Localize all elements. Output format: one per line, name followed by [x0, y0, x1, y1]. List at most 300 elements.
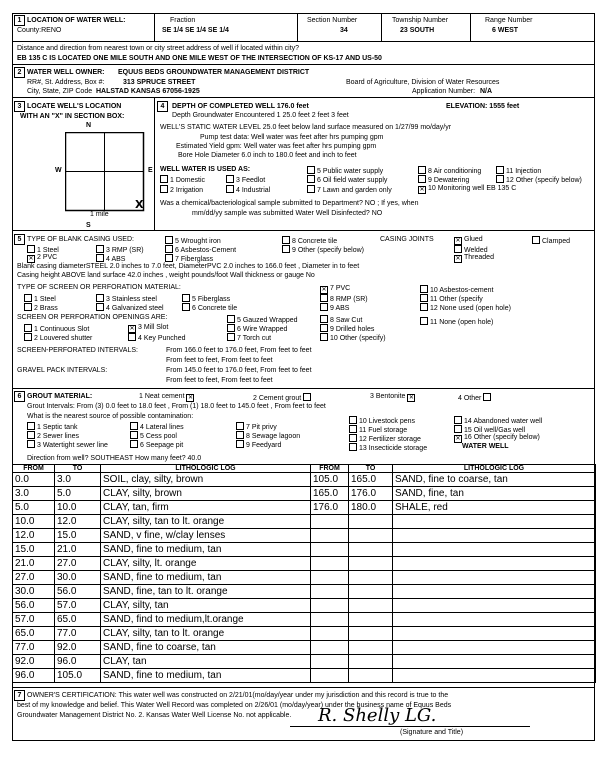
groundwater-encountered: Depth Groundwater Encountered 1 25.0 feet 2 feet 3 feet — [172, 112, 349, 119]
cell-description: SAND, fine to medium, tan — [101, 669, 311, 683]
casing-option: 2 PVC — [37, 254, 58, 261]
opening-option: 10 Other (specify) — [330, 335, 386, 342]
east-label: E — [148, 167, 153, 174]
checkbox[interactable] — [303, 393, 311, 401]
casing-option: 4 ABS — [106, 256, 126, 263]
checkbox[interactable] — [454, 425, 462, 433]
address-label: RR#, St. Address, Box #: — [27, 79, 105, 86]
signature-label: (Signature and Title) — [400, 729, 464, 736]
contamination-option: 5 Cess pool — [140, 433, 177, 440]
cell-from — [311, 641, 349, 655]
opening-option: 6 Wire Wrapped — [237, 326, 288, 333]
checkbox[interactable] — [420, 303, 428, 311]
cell-description — [393, 641, 596, 655]
checkbox[interactable] — [532, 236, 540, 244]
cell-from: 57.0 — [13, 613, 55, 627]
use-option: 2 Irrigation — [170, 187, 204, 194]
pump-test: Pump test data: Well water was feet after hrs pumping gpm — [200, 134, 384, 141]
cell-from — [311, 571, 349, 585]
checkbox[interactable] — [320, 303, 328, 311]
cell-description: SAND, fine, tan to lt. orange — [101, 585, 311, 599]
elevation: ELEVATION: 1555 feet — [446, 103, 520, 110]
cell-description — [393, 627, 596, 641]
joint-option: Threaded — [464, 254, 494, 261]
static-level: WELL'S STATIC WATER LEVEL 25.0 feet below land surface measured on 1/27/99 mo/day/yr — [160, 124, 452, 131]
checkbox[interactable] — [496, 175, 504, 183]
contamination-option: 3 Watertight sewer line — [37, 442, 108, 449]
address-value: 313 SPRUCE STREET — [123, 79, 196, 86]
cell-from: 165.0 — [311, 487, 349, 501]
section-number: 1 — [14, 15, 25, 26]
cell-to: 105.0 — [55, 669, 101, 683]
cell-description: SAND, fine to coarse, tan — [393, 473, 596, 487]
table-row — [13, 487, 596, 501]
checkbox[interactable] — [182, 303, 190, 311]
checkbox[interactable] — [420, 285, 428, 293]
cell-from — [311, 627, 349, 641]
cell-to: 92.0 — [55, 641, 101, 655]
header-to: TO — [349, 465, 393, 473]
cell-to: 165.0 — [349, 473, 393, 487]
cell-to — [349, 669, 393, 683]
owner-name: EQUUS BEDS GROUNDWATER MANAGEMENT DISTRICT — [118, 69, 310, 76]
range-value: 6 WEST — [492, 27, 519, 34]
cell-description — [393, 613, 596, 627]
screen-option: 12 None used (open hole) — [430, 305, 511, 312]
grout-option: 4 Other — [458, 395, 482, 402]
cell-description: SAND, fine, tan — [393, 487, 596, 501]
contamination-option: 15 Oil well/Gas well — [464, 427, 526, 434]
use-option: 4 Industrial — [236, 187, 271, 194]
use-option: 7 Lawn and garden only — [317, 187, 392, 194]
section-grid — [65, 132, 145, 212]
cell-to: 15.0 — [55, 529, 101, 543]
cell-from — [311, 669, 349, 683]
contamination-option: 11 Fuel storage — [359, 427, 408, 434]
contamination-option: 10 Livestock pens — [359, 418, 416, 425]
cell-from: 15.0 — [13, 543, 55, 557]
cell-description: SAND, fine to medium, tan — [101, 543, 311, 557]
checkbox[interactable] — [24, 324, 32, 332]
checkbox[interactable] — [454, 416, 462, 424]
cell-from — [311, 543, 349, 557]
grout-option: 3 Bentonite — [370, 393, 406, 400]
cell-description — [393, 585, 596, 599]
cell-description — [393, 529, 596, 543]
bore-hole: Bore Hole Diameter 6.0 inch to 180.0 feet and inch to feet — [178, 152, 357, 159]
cell-from — [311, 557, 349, 571]
joints-title: CASING JOINTS — [380, 236, 434, 243]
header-lithologic-log: LITHOLOGIC LOG — [101, 465, 311, 473]
range-label: Range Number — [485, 17, 533, 24]
contamination-option: 13 Insecticide storage — [359, 445, 428, 452]
opening-option: 9 Drilled holes — [330, 326, 375, 333]
screen-option: 9 ABS — [330, 305, 350, 312]
contamination-option: 1 Septic tank — [37, 424, 78, 431]
estimated-yield: Estimated Yield gpm: Well water was feet after hrs pumping gpm — [176, 143, 377, 150]
section-number: 5 — [14, 234, 25, 245]
grout-option: 2 Cement grout — [253, 395, 302, 402]
contamination-option: 7 Pit privy — [246, 424, 277, 431]
checkbox[interactable] — [282, 245, 290, 253]
cell-description — [393, 543, 596, 557]
cell-from: 30.0 — [13, 585, 55, 599]
cell-description: SHALE, red — [393, 501, 596, 515]
checkbox[interactable] — [96, 245, 104, 253]
checkbox[interactable] — [128, 333, 136, 341]
checkbox[interactable] — [320, 315, 328, 323]
certification-line-3: Groundwater Management District No. 2. Kansas Water Well License No. not applicable. — [17, 712, 292, 719]
cell-to — [349, 599, 393, 613]
cell-to: 77.0 — [55, 627, 101, 641]
checkbox-checked[interactable] — [454, 435, 462, 443]
owner-label: WATER WELL OWNER: — [27, 69, 105, 76]
section-number: 7 — [14, 690, 25, 701]
checkbox[interactable] — [165, 245, 173, 253]
cell-description — [393, 571, 596, 585]
openings-title: SCREEN OR PERFORATION OPENINGS ARE: — [17, 314, 168, 321]
cell-to: 180.0 — [349, 501, 393, 515]
checkbox[interactable] — [27, 440, 35, 448]
checkbox[interactable] — [320, 333, 328, 341]
table-row — [13, 543, 596, 557]
cell-description: CLAY, tan — [101, 655, 311, 669]
opening-option: 4 Key Punched — [138, 335, 186, 342]
cell-from — [311, 599, 349, 613]
use-option: 6 Oil field water supply — [317, 177, 388, 184]
section-number: 6 — [14, 391, 25, 402]
table-row — [13, 473, 596, 487]
joint-option: Welded — [464, 247, 488, 254]
contamination-option: 14 Abandoned water well — [464, 418, 543, 425]
checkbox[interactable] — [165, 254, 173, 262]
checkbox[interactable] — [420, 317, 428, 325]
cell-description: SOIL, clay, silty, brown — [101, 473, 311, 487]
joint-option: Glued — [464, 236, 483, 243]
checkbox[interactable] — [226, 175, 234, 183]
checkbox[interactable] — [307, 175, 315, 183]
contamination-title: What is the nearest source of possible contamination: — [27, 413, 194, 420]
contamination-option: 2 Sewer lines — [37, 433, 80, 440]
screen-interval-2: From feet to feet, From feet to feet — [166, 357, 273, 364]
certification-line-1: OWNER'S CERTIFICATION: This water well was constructed on 2/21/01(mo/day/year under my jurisdiction and this record is true to the — [27, 692, 449, 699]
checkbox[interactable] — [27, 245, 35, 253]
cell-to: 10.0 — [55, 501, 101, 515]
casing-title: TYPE OF BLANK CASING USED: — [27, 236, 134, 243]
checkbox[interactable] — [160, 175, 168, 183]
application-value: N/A — [480, 88, 493, 95]
checkbox[interactable] — [24, 303, 32, 311]
use-option: 9 Dewatering — [428, 177, 470, 184]
cell-to: 30.0 — [55, 571, 101, 585]
table-row — [13, 529, 596, 543]
checkbox[interactable] — [24, 333, 32, 341]
cell-description — [393, 515, 596, 529]
cell-to: 5.0 — [55, 487, 101, 501]
cell-to: 12.0 — [55, 515, 101, 529]
direction: Direction from well? SOUTHEAST How many feet? 40.0 — [27, 455, 202, 462]
cell-from — [311, 613, 349, 627]
grout-title: GROUT MATERIAL: — [27, 393, 93, 400]
cell-description — [393, 557, 596, 571]
cell-to: 21.0 — [55, 543, 101, 557]
cell-to: 27.0 — [55, 557, 101, 571]
cell-to — [349, 515, 393, 529]
table-row — [13, 585, 596, 599]
opening-option: 8 Saw Cut — [330, 317, 363, 324]
use-option: 5 Public water supply — [317, 168, 384, 175]
screen-option: 4 Galvanized steel — [106, 305, 164, 312]
city-label: City, State, ZIP Code — [27, 88, 93, 95]
table-row — [13, 599, 596, 613]
locate-subtitle: WITH AN "X" IN SECTION BOX: — [20, 113, 125, 120]
gravel-interval-1: From 145.0 feet to 176.0 feet, From feet to feet — [166, 367, 312, 374]
screen-option: 6 Concrete tile — [192, 305, 238, 312]
checkbox[interactable] — [226, 185, 234, 193]
cell-from: 77.0 — [13, 641, 55, 655]
cell-description: CLAY, silty, lt. orange — [101, 557, 311, 571]
cell-to — [349, 571, 393, 585]
cell-from: 0.0 — [13, 473, 55, 487]
cell-from: 5.0 — [13, 501, 55, 515]
cell-from: 21.0 — [13, 557, 55, 571]
cell-to — [349, 627, 393, 641]
checkbox-checked[interactable] — [320, 286, 328, 294]
cell-from: 65.0 — [13, 627, 55, 641]
cell-to: 65.0 — [55, 613, 101, 627]
table-row — [13, 613, 596, 627]
header-from: FROM — [13, 465, 55, 473]
south-label: S — [86, 222, 91, 229]
cell-from: 92.0 — [13, 655, 55, 669]
checkbox[interactable] — [349, 443, 357, 451]
grout-intervals: Grout Intervals: From (3) 0.0 feet to 18.0 feet , From (1) 18.0 feet to 145.0 feet , From feet to feet — [27, 403, 326, 410]
section-number-value: 34 — [340, 27, 348, 34]
checkbox[interactable] — [320, 324, 328, 332]
opening-option: 5 Gauzed Wrapped — [237, 317, 298, 324]
screen-option: 7 PVC — [330, 285, 351, 292]
contamination-option: 6 Seepage pit — [140, 442, 184, 449]
opening-option: 3 Mill Slot — [138, 324, 169, 331]
cell-to — [349, 585, 393, 599]
cell-description — [393, 655, 596, 669]
chemical-sample: Was a chemical/bacteriological sample submitted to Department? NO ; If yes, when — [160, 200, 419, 207]
cell-description — [393, 669, 596, 683]
certification-line-2: best of my knowledge and belief. This Water Well Record was completed on 2/26/01 (mo/day/year) under the business name of Equus Beds — [17, 702, 452, 709]
checkbox[interactable] — [24, 294, 32, 302]
checkbox[interactable] — [418, 166, 426, 174]
casing-option: 8 Concrete tile — [292, 238, 338, 245]
cell-description: SAND, find to medium,lt.orange — [101, 613, 311, 627]
cell-to: 3.0 — [55, 473, 101, 487]
cell-description: SAND, v fine, w/clay lenses — [101, 529, 311, 543]
checkbox[interactable] — [27, 431, 35, 439]
cell-to — [349, 641, 393, 655]
checkbox[interactable] — [27, 422, 35, 430]
table-row — [13, 641, 596, 655]
contamination-other: WATER WELL — [462, 443, 509, 450]
checkbox[interactable] — [165, 236, 173, 244]
township-value: 23 SOUTH — [400, 27, 435, 34]
cell-from: 3.0 — [13, 487, 55, 501]
checkbox-checked[interactable] — [418, 186, 426, 194]
city-value: HALSTAD KANSAS 67056-1925 — [96, 88, 200, 95]
checkbox[interactable] — [96, 303, 104, 311]
cell-from: 27.0 — [13, 571, 55, 585]
checkbox[interactable] — [236, 431, 244, 439]
cell-to — [349, 613, 393, 627]
table-row — [13, 515, 596, 529]
contamination-option: 8 Sewage lagoon — [246, 433, 301, 440]
table-row — [13, 571, 596, 585]
cell-description: CLAY, silty, brown — [101, 487, 311, 501]
cell-description: CLAY, silty, tan to lt. orange — [101, 515, 311, 529]
township-label: Township Number — [392, 17, 449, 24]
checkbox[interactable] — [227, 315, 235, 323]
contamination-option: 12 Fertilizer storage — [359, 436, 421, 443]
screen-option: 5 Fiberglass — [192, 296, 231, 303]
casing-diameter: Blank casing diameterSTEEL 2.0 inches to 7.0 feet, DiameterPVC 2.0 inches to 166.0 feet , Diameter in to feet — [17, 263, 360, 270]
checkbox-checked[interactable] — [27, 255, 35, 263]
checkbox[interactable] — [130, 431, 138, 439]
section-number: 2 — [14, 67, 25, 78]
well-depth: DEPTH OF COMPLETED WELL 176.0 feet — [172, 103, 309, 110]
checkbox[interactable] — [420, 294, 428, 302]
checkbox[interactable] — [349, 434, 357, 442]
cell-from: 96.0 — [13, 669, 55, 683]
joint-option: Clamped — [542, 238, 571, 245]
svg-text:X: X — [135, 198, 144, 211]
application-label: Application Number: — [412, 88, 476, 95]
opening-option: 7 Torch cut — [237, 335, 272, 342]
checkbox[interactable] — [454, 245, 462, 253]
opening-option: 11 None (open hole) — [430, 319, 494, 326]
checkbox[interactable] — [96, 254, 104, 262]
opening-option: 2 Louvered shutter — [34, 335, 93, 342]
fraction-label: Fraction — [170, 17, 196, 24]
cell-from: 176.0 — [311, 501, 349, 515]
cell-description: CLAY, silty, tan — [101, 599, 311, 613]
cell-to — [349, 543, 393, 557]
table-row — [13, 655, 596, 669]
board: Board of Agriculture, Division of Water Resources — [346, 79, 500, 86]
cell-from: 10.0 — [13, 515, 55, 529]
checkbox[interactable] — [182, 294, 190, 302]
county: County:RENO — [17, 27, 62, 34]
screen-option: 2 Brass — [34, 305, 58, 312]
header-from: FROM — [311, 465, 349, 473]
cell-from: 105.0 — [311, 473, 349, 487]
table-row — [13, 557, 596, 571]
header-to: TO — [55, 465, 101, 473]
sample-submitted: mm/dd/yy sample was submitted Water Well Disinfected? NO — [192, 210, 383, 217]
checkbox[interactable] — [307, 185, 315, 193]
gravel-pack-title: GRAVEL PACK INTERVALS: — [17, 367, 108, 374]
casing-height: Casing height ABOVE land surface 42.0 inches , weight pounds/foot Wall thickness or gauge No — [17, 272, 315, 279]
screen-option: 3 Stainless steel — [106, 296, 157, 303]
cell-description: SAND, fine to medium, tan — [101, 571, 311, 585]
table-row — [13, 501, 596, 515]
checkbox-checked[interactable] — [186, 394, 194, 402]
checkbox[interactable] — [307, 166, 315, 174]
checkbox[interactable] — [236, 422, 244, 430]
checkbox[interactable] — [130, 440, 138, 448]
west-label: W — [55, 167, 62, 174]
cell-from — [311, 655, 349, 669]
screen-option: 10 Asbestos-cement — [430, 287, 494, 294]
checkbox[interactable] — [227, 324, 235, 332]
fraction-value: SE 1/4 SE 1/4 SE 1/4 — [162, 27, 229, 34]
checkbox[interactable] — [160, 185, 168, 193]
cell-from: 12.0 — [13, 529, 55, 543]
table-header — [13, 465, 596, 473]
screen-option: 1 Steel — [34, 296, 56, 303]
north-label: N — [86, 122, 92, 129]
contamination-option: 4 Lateral lines — [140, 424, 184, 431]
screen-title: TYPE OF SCREEN OR PERFORATION MATERIAL: — [17, 284, 181, 291]
checkbox-checked[interactable] — [128, 325, 136, 333]
use-option: 1 Domestic — [170, 177, 206, 184]
checkbox[interactable] — [227, 333, 235, 341]
casing-option: 9 Other (specify below) — [292, 247, 364, 254]
checkbox-checked[interactable] — [407, 394, 415, 402]
use-option: 10 Monitoring well EB 135 C — [428, 185, 517, 192]
checkbox[interactable] — [282, 236, 290, 244]
cell-description: CLAY, tan, firm — [101, 501, 311, 515]
distance-question: Distance and direction from nearest town or city street address of well if located within city? — [17, 45, 300, 52]
contamination-option: 9 Feedyard — [246, 442, 282, 449]
checkbox[interactable] — [418, 175, 426, 183]
cell-description — [393, 599, 596, 613]
use-option: 8 Air conditioning — [428, 168, 482, 175]
checkbox[interactable] — [349, 416, 357, 424]
section-number: 4 — [157, 101, 168, 112]
grout-option: 1 Neat cement — [139, 393, 185, 400]
use-title: WELL WATER IS USED AS: — [160, 166, 251, 173]
signature: R. Shelly LG. — [318, 705, 437, 726]
cell-description: SAND, fine to coarse, tan — [101, 641, 311, 655]
screen-intervals-title: SCREEN-PERFORATED INTERVALS: — [17, 347, 138, 354]
checkbox[interactable] — [320, 294, 328, 302]
opening-option: 1 Continuous Slot — [34, 326, 90, 333]
checkbox[interactable] — [130, 422, 138, 430]
checkbox[interactable] — [349, 425, 357, 433]
cell-to — [349, 557, 393, 571]
checkbox[interactable] — [483, 393, 491, 401]
casing-option: 6 Asbestos-Cement — [175, 247, 237, 254]
table-row — [13, 669, 596, 683]
use-option: 11 Injection — [506, 168, 542, 175]
checkbox-checked[interactable] — [454, 255, 462, 263]
checkbox[interactable] — [96, 294, 104, 302]
scale-label: 1 mile — [90, 211, 109, 218]
checkbox-checked[interactable] — [454, 237, 462, 245]
checkbox[interactable] — [236, 440, 244, 448]
cell-to: 56.0 — [55, 585, 101, 599]
lithologic-log-table — [12, 464, 596, 683]
gravel-interval-2: From feet to feet, From feet to feet — [166, 377, 273, 384]
cell-to — [349, 655, 393, 669]
locate-title: LOCATE WELL'S LOCATION — [27, 103, 122, 110]
cell-to: 96.0 — [55, 655, 101, 669]
cell-from: 56.0 — [13, 599, 55, 613]
cell-from — [311, 585, 349, 599]
table-row — [13, 627, 596, 641]
screen-option: 11 Other (specify — [430, 296, 483, 303]
casing-option: 5 Wrought iron — [175, 238, 221, 245]
section-number-label: Section Number — [307, 17, 358, 24]
checkbox[interactable] — [496, 166, 504, 174]
